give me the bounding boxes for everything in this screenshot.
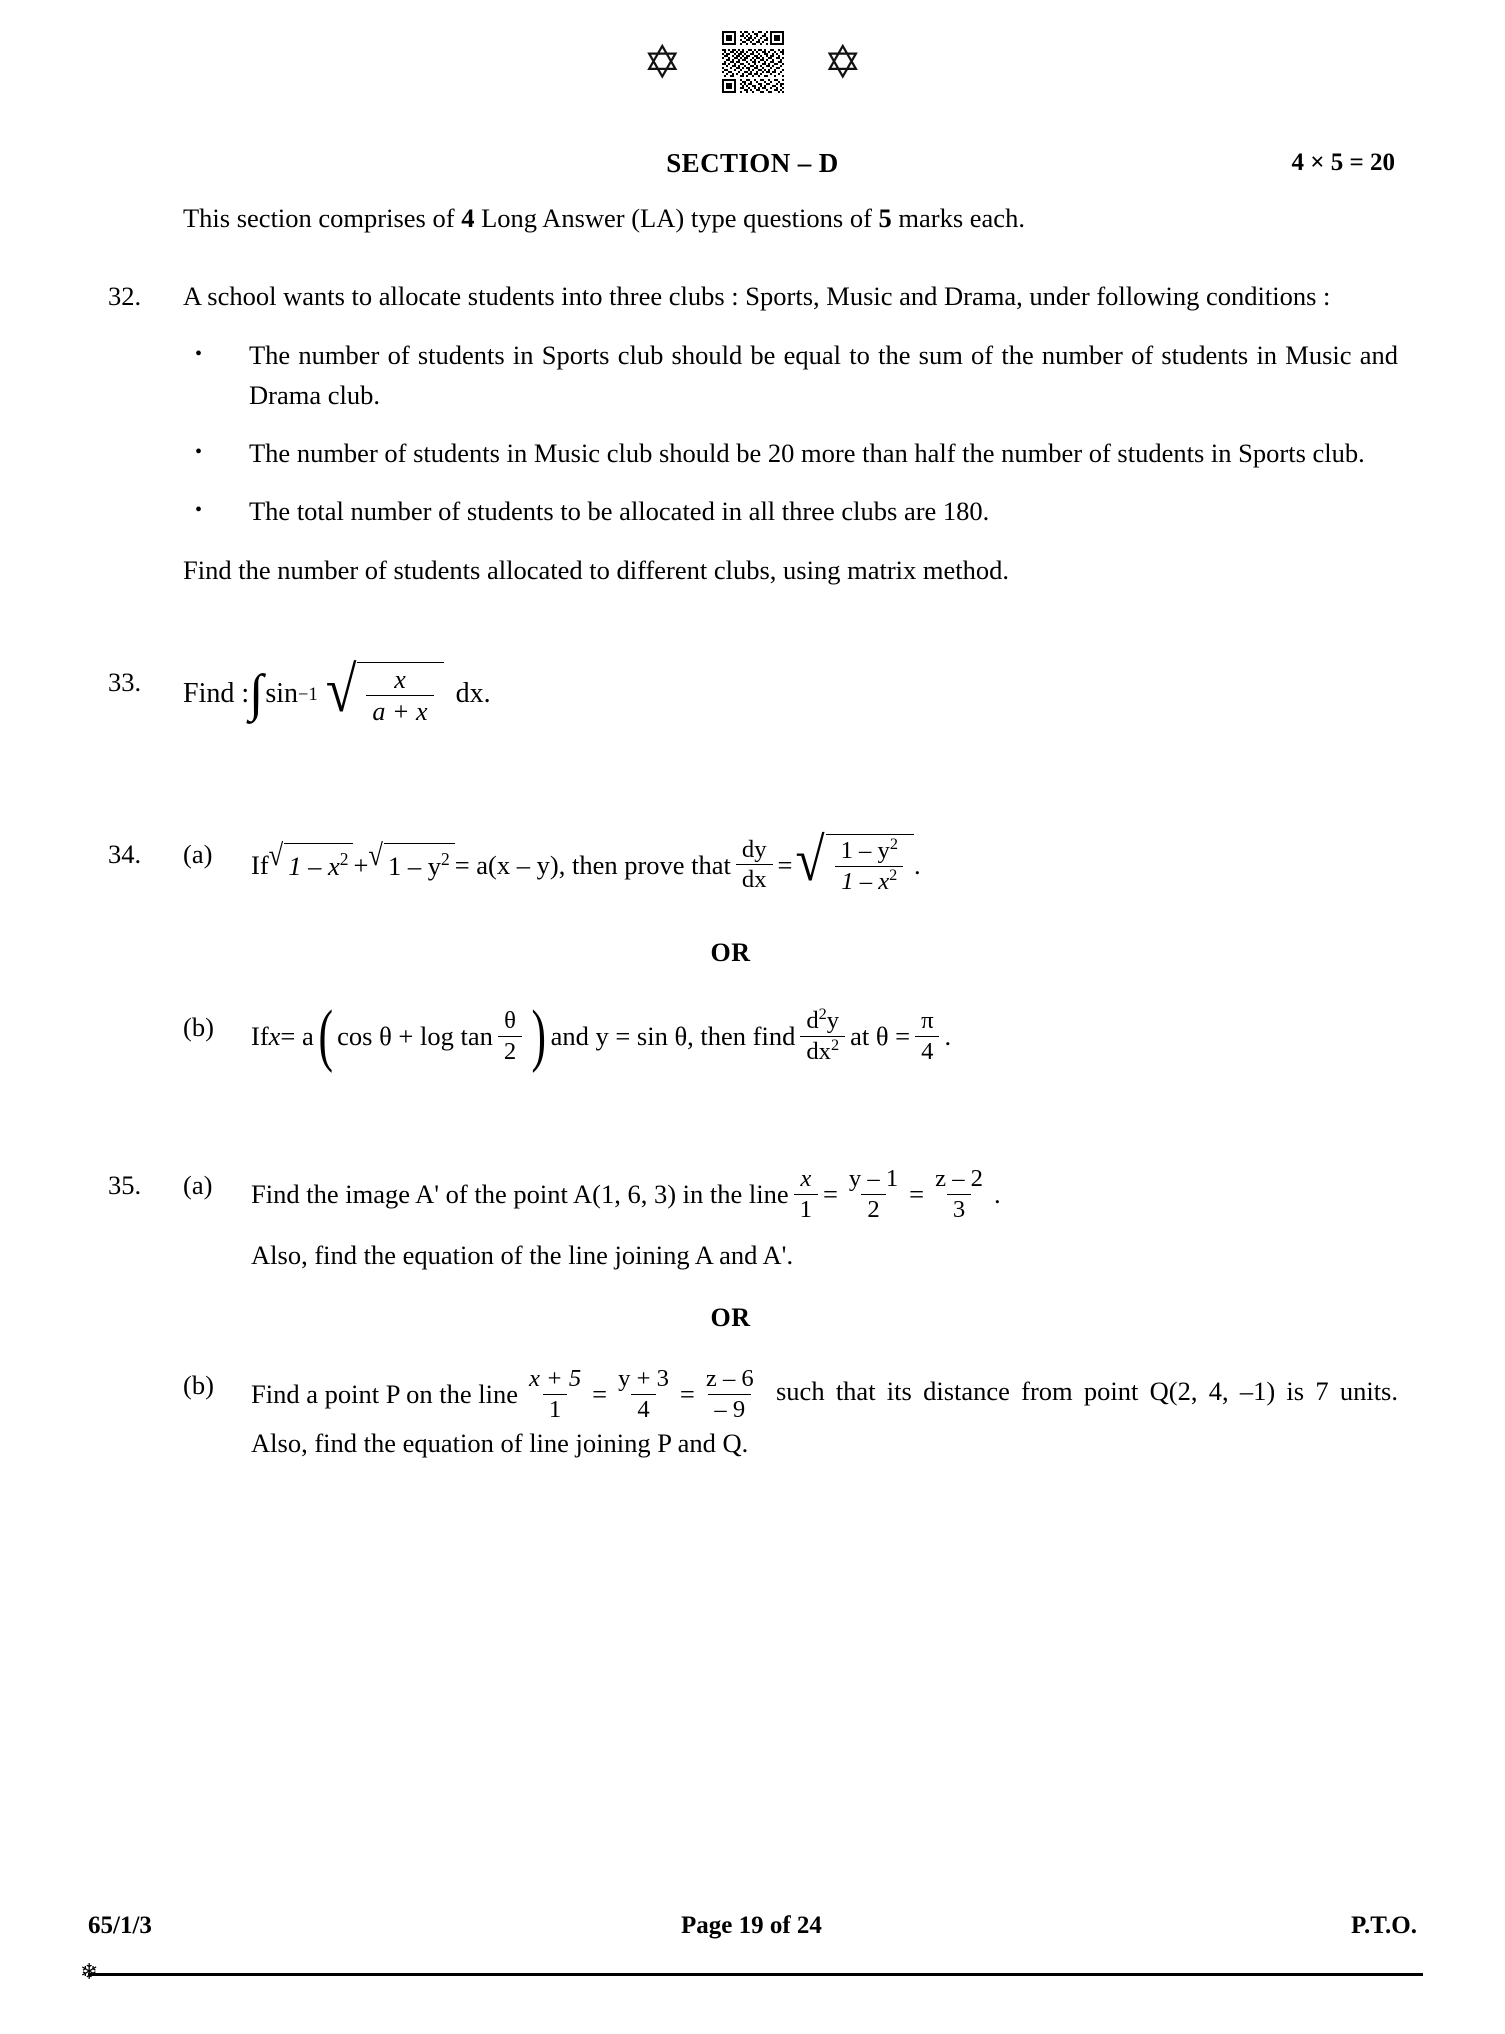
option-a-text-1: Find the image A' of the point A(1, 6, 3) in the line	[251, 1179, 789, 1210]
condition-text: The number of students in Music club should be 20 more than half the number of students in Sports club.	[249, 438, 1365, 469]
paper-code: 65/1/3	[88, 1912, 152, 1939]
fraction-dy-over-dx	[736, 836, 773, 894]
fraction-x-plus-5-over-1	[523, 1365, 587, 1423]
fraction-denominator: 3	[947, 1194, 971, 1224]
radicand-exponent: 2	[339, 849, 349, 870]
radicand-text: 1 – x	[288, 851, 340, 882]
equals-operator-1: =	[592, 1379, 608, 1410]
fraction-numerator: dy	[741, 835, 767, 863]
radicand-exponent: 2	[440, 849, 450, 870]
option-b-expression	[251, 1365, 1398, 1463]
denominator-dx: dx	[806, 1037, 831, 1065]
sqrt-fraction-group	[795, 827, 913, 895]
qr-code-icon	[722, 28, 784, 96]
option-a-label: (a)	[183, 839, 213, 870]
fraction-inside-radical	[835, 837, 904, 895]
radical-icon: √	[325, 654, 357, 727]
option-b-inline-group	[251, 1365, 765, 1423]
fraction-numerator	[800, 1004, 845, 1036]
fraction-numerator: π	[921, 1006, 934, 1034]
page-header-marks	[0, 26, 1505, 98]
numerator-exponent: 2	[818, 1004, 827, 1023]
option-a-text-2: = a(x – y), then prove that	[454, 849, 731, 880]
fraction-numerator	[835, 837, 904, 866]
list-item	[183, 433, 1398, 473]
paren-close-icon: )	[531, 996, 547, 1075]
fraction-z-minus-6-over-minus-9	[700, 1365, 760, 1423]
bullet-icon: •	[195, 441, 203, 464]
trailing-period: .	[913, 849, 921, 880]
list-item	[183, 491, 1398, 531]
inner-expression: cos θ + log tan	[337, 1020, 493, 1051]
intro-part-1: This section comprises of	[183, 203, 462, 233]
option-b-text-1: Find a point P on the line	[251, 1379, 518, 1410]
fraction-numerator: x	[800, 1165, 812, 1193]
star-of-david-icon-right: ✡	[823, 35, 863, 89]
fraction-y-minus-1-over-2	[843, 1165, 904, 1223]
option-b-text-4: at θ =	[850, 1020, 911, 1051]
fraction-z-minus-2-over-3	[929, 1165, 989, 1223]
question-32-number: 32.	[108, 281, 142, 312]
question-34-option-b	[183, 996, 1398, 1075]
condition-text: The number of students in Sports club should be equal to the sum of the number of students in Music and Drama club.	[249, 339, 1398, 410]
differential-dx: dx.	[455, 677, 491, 709]
option-b-text-3: and y = sin θ, then find	[550, 1020, 796, 1051]
fraction-denominator: 2	[861, 1194, 885, 1224]
fraction-second-derivative	[800, 1004, 845, 1065]
section-intro-text	[108, 198, 1398, 238]
question-32-tail: Find the number of students allocated to different clubs, using matrix method.	[183, 554, 1010, 585]
intro-part-3: marks each.	[891, 203, 1025, 233]
fraction-y-plus-3-over-4	[612, 1365, 675, 1423]
fraction-theta-over-two	[498, 1007, 522, 1065]
equals-operator: =	[777, 849, 793, 880]
denominator-exponent: 2	[889, 865, 898, 884]
condition-text: The total number of students to be allocated in all three clubs are 180.	[249, 496, 990, 527]
equals-operator-2: =	[909, 1179, 925, 1210]
fraction-denominator: – 9	[708, 1394, 751, 1424]
integral-sign: ∫	[249, 664, 264, 722]
fraction-pi-over-four	[915, 1007, 939, 1065]
option-a-label: (a)	[183, 1170, 213, 1201]
question-32-conditions	[183, 335, 1398, 532]
inverse-sine-label: sin	[265, 677, 299, 709]
page-number-label: Page 19 of 24	[680, 1912, 822, 1939]
radical-icon: √	[368, 837, 383, 873]
option-b-expression	[251, 996, 1398, 1075]
numerator-y: y	[826, 1006, 840, 1034]
question-35	[108, 1165, 1398, 1463]
question-34-or-divider: OR	[710, 938, 751, 968]
sqrt-one-minus-y-squared	[368, 837, 454, 886]
option-a-expression	[251, 827, 1398, 895]
bullet-icon: •	[195, 499, 203, 522]
option-b-text-2: = a	[280, 1020, 314, 1051]
question-34-option-a	[183, 827, 1398, 895]
question-33-lead: Find :	[183, 677, 250, 709]
equals-operator-2: =	[679, 1379, 695, 1410]
fraction-x-over-a-plus-x	[366, 665, 433, 726]
page-body	[108, 198, 1398, 1464]
page-footer	[80, 1912, 1417, 1985]
fraction-denominator: a + x	[366, 695, 433, 726]
fraction-denominator	[800, 1036, 845, 1066]
question-35-number: 35.	[108, 1170, 142, 1201]
equals-operator-1: =	[822, 1179, 838, 1210]
fraction-denominator: 4	[631, 1394, 655, 1424]
fraction-numerator: θ	[504, 1006, 516, 1034]
question-34-number: 34.	[108, 839, 142, 870]
option-b-body	[251, 1365, 1398, 1463]
star-of-david-icon-left: ✡	[642, 35, 682, 89]
fraction-numerator: x	[394, 664, 406, 694]
denominator-exponent: 2	[830, 1035, 840, 1054]
option-b-label: (b)	[183, 1370, 214, 1401]
fraction-denominator: 1	[794, 1194, 818, 1224]
paren-open-icon: (	[318, 996, 333, 1075]
intro-part-2: Long Answer (LA) type questions of	[474, 203, 879, 233]
option-a-expression	[251, 1165, 1001, 1223]
fraction-denominator	[835, 866, 903, 896]
numerator-d: d	[806, 1006, 819, 1034]
radical-icon: √	[268, 837, 284, 873]
radicand-text: 1 – y	[387, 851, 441, 882]
intro-bold-marks: 5	[878, 203, 892, 233]
question-32-stem: A school wants to allocate students into three clubs : Sports, Music and Drama, under following conditions :	[183, 281, 1331, 312]
option-a-text-1: If	[251, 849, 269, 880]
fraction-numerator: z – 6	[705, 1365, 754, 1393]
option-b-label: (b)	[183, 1011, 214, 1042]
question-33-number: 33.	[108, 666, 142, 697]
radical-icon: √	[795, 827, 825, 895]
option-b-text-2: such that its distance from point Q(2, 4, –1) is 7 units. Also, find the equation of line joining P and Q.	[251, 1376, 1398, 1459]
option-a-line-2: Also, find the equation of the line joining A and A'.	[251, 1240, 794, 1271]
trailing-period: .	[994, 1179, 1001, 1210]
fraction-numerator: z – 2	[935, 1165, 983, 1193]
question-35-option-a	[183, 1165, 1398, 1275]
fraction-x-over-1	[794, 1165, 818, 1223]
question-35-option-b	[183, 1365, 1398, 1463]
intro-bold-count: 4	[461, 203, 475, 233]
question-33-expression: Find : ∫ sin −1 √ $\frac{x}{a + x}$ dx.	[183, 662, 491, 726]
section-title: SECTION – D	[666, 148, 839, 178]
footer-divider	[88, 1973, 1423, 1976]
fraction-denominator: dx	[736, 864, 773, 894]
plus-operator: +	[353, 849, 369, 880]
question-34	[108, 827, 1398, 1075]
fraction-numerator: x + 5	[528, 1365, 582, 1393]
fraction-numerator: y – 1	[848, 1165, 899, 1193]
numerator-text: 1 – y	[840, 837, 890, 865]
question-32	[108, 276, 1398, 590]
fraction-denominator: 2	[498, 1036, 522, 1066]
question-33	[108, 654, 1398, 727]
fraction-denominator: 4	[915, 1036, 939, 1066]
variable-x: x	[268, 1020, 281, 1051]
option-a-body	[251, 1165, 1398, 1275]
section-marks: 4 × 5 = 20	[1291, 149, 1395, 176]
question-35-or-divider: OR	[710, 1302, 751, 1332]
flower-ornament-icon: ❄	[80, 1960, 99, 1985]
bullet-icon: •	[195, 342, 203, 365]
section-heading-row	[110, 148, 1395, 184]
pto-label: P.T.O.	[1350, 1912, 1417, 1939]
option-b-text-1: If	[251, 1020, 269, 1051]
list-item	[183, 335, 1398, 416]
sqrt-one-minus-x-squared	[268, 837, 354, 886]
trailing-period: .	[944, 1020, 952, 1051]
fraction-numerator: y + 3	[618, 1365, 669, 1393]
square-root-group	[325, 654, 444, 727]
denominator-text: 1 – x	[841, 867, 890, 895]
fraction-denominator: 1	[543, 1394, 567, 1424]
numerator-exponent: 2	[889, 835, 898, 853]
